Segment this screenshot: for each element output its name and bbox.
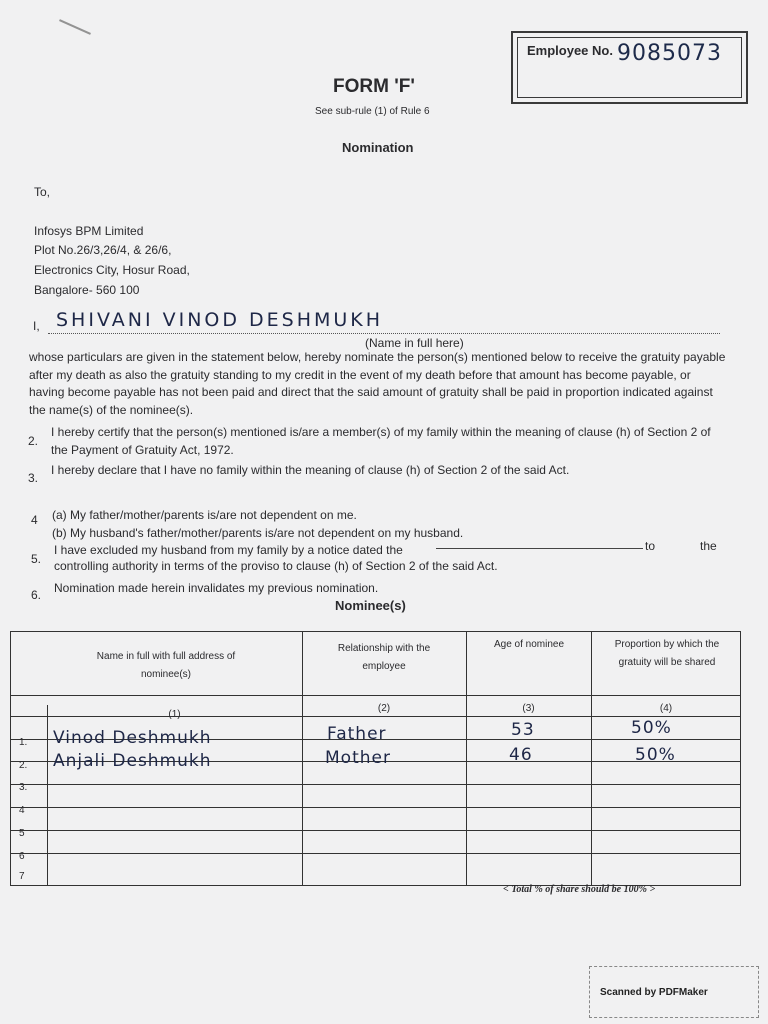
nominee-2-name: Anjali Deshmukh [53, 751, 212, 771]
row-number: 1. [19, 737, 28, 748]
address-to: To, [34, 185, 51, 199]
column-number-3: (3) [522, 703, 535, 714]
scanner-watermark [589, 966, 759, 1018]
nominee-2-age: 46 [509, 745, 533, 765]
row-number: 6 [19, 851, 25, 862]
item-6-text: Nomination made herein invalidates my previous nomination. [54, 581, 379, 595]
employee-number-label: Employee No. [527, 43, 613, 58]
item-4b-text: (b) My husband's father/mother/parents is/are not dependent on my husband. [52, 526, 464, 540]
column-header-relationship: Relationship with the employee [337, 643, 431, 672]
nominee-table [10, 631, 741, 886]
statement-paragraph: whose particulars are given in the statement below, hereby nominate the person(s) mentioned below to receive the gratuity payable after my death as also the gratuity standing to my credit in the event of my death before that amount has become payable, or having become payable has not been paid and direct that the said amount of gratuity shall be paid in proportion indicated against the name(s) of the nominee(s). [29, 350, 726, 417]
item-5-the: the [700, 539, 717, 553]
row-number: 3. [19, 782, 28, 793]
item-2-text: I hereby certify that the person(s) mentioned is/are a member(s) of my family within the meaning of clause (h) of Section 2 of the Payment of Gratuity Act, 1972. [51, 425, 711, 457]
column-header-share: Proportion by which the gratuity will be shared [614, 639, 720, 668]
column-header-age: Age of nominee [493, 639, 565, 650]
total-share-note: < Total % of share should be 100% > [503, 884, 656, 895]
employee-number-value: 9085073 [617, 41, 722, 66]
notice-date-blank [436, 548, 643, 549]
nominee-1-age: 53 [511, 720, 535, 740]
row-number: 2. [19, 760, 28, 771]
nominee-2-relationship: Mother [325, 748, 391, 768]
item-4a-text: (a) My father/mother/parents is/are not dependent on me. [52, 508, 357, 522]
form-title: FORM 'F' [333, 76, 415, 97]
declarant-prefix: I, [33, 319, 40, 333]
item-4-number: 4 [31, 513, 38, 527]
nominee-1-share: 50% [631, 718, 672, 738]
column-number-4: (4) [659, 703, 673, 714]
nominee-2-share: 50% [635, 745, 676, 765]
row-number: 4 [19, 805, 25, 816]
name-caption: (Name in full here) [365, 336, 464, 350]
address-line-2: Plot No.26/3,26/4, & 26/6, [34, 243, 172, 257]
column-header-name: Name in full with full address of nominee(s) [96, 651, 236, 680]
nominee-1-name: Vinod Deshmukh [53, 728, 212, 748]
address-line-4: Bangalore- 560 100 [34, 283, 140, 297]
item-5-to: to [645, 539, 656, 553]
column-number-1: (1) [168, 709, 181, 720]
item-3-text: I hereby declare that I have no family within the meaning of clause (h) of Section 2 of the said Act. [51, 463, 570, 477]
declarant-name: SHIVANI VINOD DESHMUKH [56, 309, 384, 331]
page-heading: Nomination [342, 140, 414, 155]
column-number-2: (2) [377, 703, 391, 714]
address-line-1: Infosys BPM Limited [34, 224, 144, 238]
item-5-text: I have excluded my husband from my family by a notice dated the [54, 543, 403, 557]
nominees-heading: Nominee(s) [335, 598, 406, 613]
nominee-1-relationship: Father [327, 724, 387, 744]
sub-rule-note: See sub-rule (1) of Rule 6 [315, 106, 430, 117]
item-2-number: 2. [28, 434, 39, 448]
item-3-number: 3. [28, 471, 39, 485]
item-6-number: 6. [31, 588, 42, 602]
pencil-mark [59, 19, 91, 35]
item-5-number: 5. [31, 552, 42, 566]
item-5-continued: controlling authority in terms of the proviso to clause (h) of Section 2 of the said Act. [54, 559, 498, 573]
scanner-watermark-text: Scanned by PDFMaker [600, 987, 708, 998]
row-number: 5 [19, 828, 25, 839]
employee-number-box [511, 31, 748, 104]
row-number: 7 [19, 871, 25, 882]
address-line-3: Electronics City, Hosur Road, [34, 263, 190, 277]
